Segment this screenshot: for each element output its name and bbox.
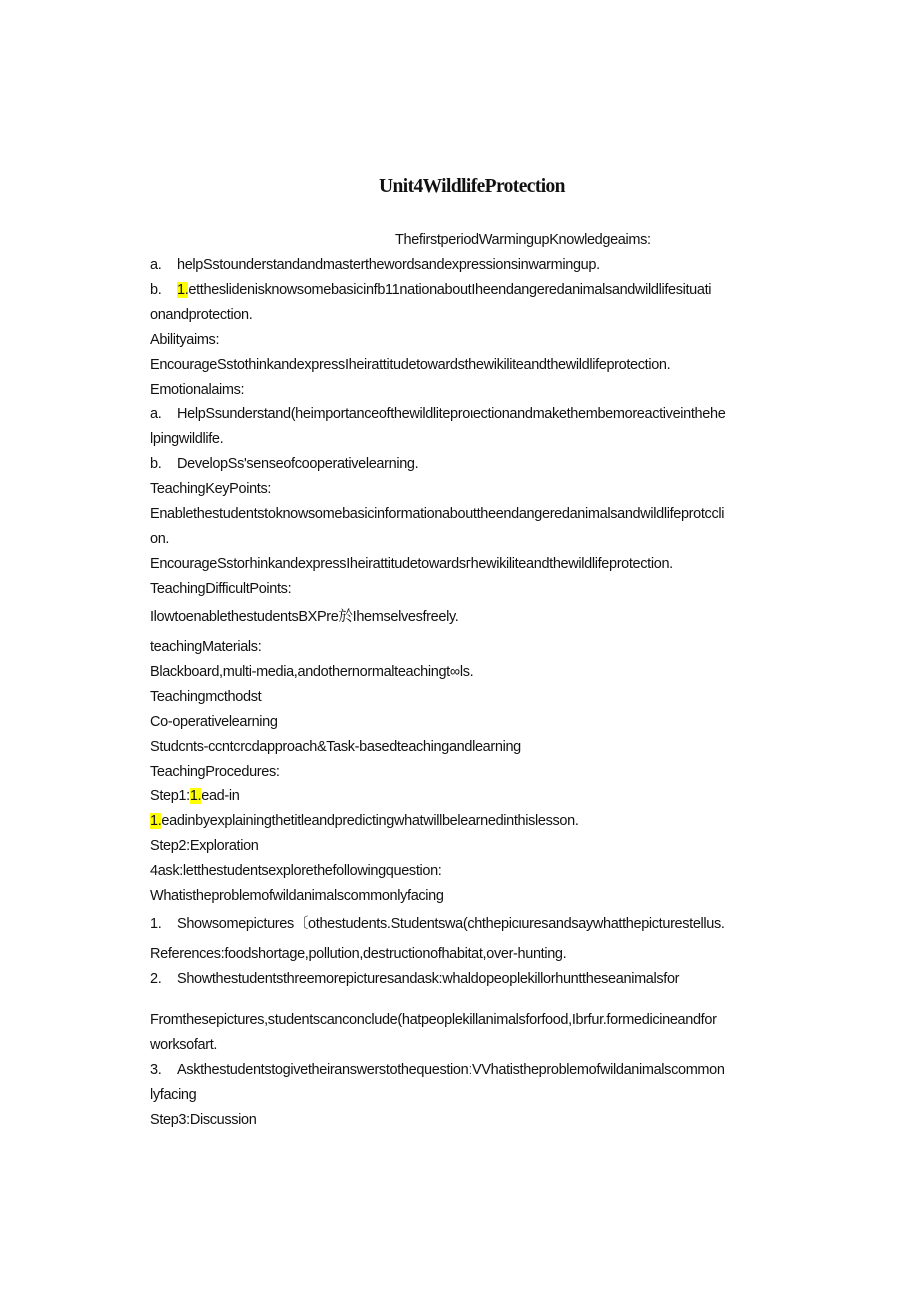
section-heading bbox=[150, 479, 271, 499]
text-line bbox=[150, 504, 724, 524]
step-heading bbox=[150, 836, 259, 856]
line-text: lpingwildlife. bbox=[150, 431, 224, 447]
text-line bbox=[150, 811, 579, 831]
text-line bbox=[150, 737, 521, 757]
text-line bbox=[150, 1035, 217, 1055]
text-line bbox=[150, 1010, 717, 1030]
text-line bbox=[150, 861, 441, 881]
list-item bbox=[150, 255, 600, 275]
period-heading bbox=[395, 230, 651, 250]
line-text: 4ask:letthestudentsexplorethefollowingquestion: bbox=[150, 863, 442, 879]
step-heading bbox=[150, 1110, 256, 1130]
line-text: Showsomepictures〔othestudents.Studentswa(chthepicιuresandsaywhatthepicturestellus. bbox=[177, 916, 725, 932]
list-marker: a. bbox=[150, 406, 162, 422]
section-heading bbox=[150, 637, 261, 657]
line-text: Step3:Discussion bbox=[150, 1112, 257, 1128]
section-heading bbox=[150, 687, 261, 707]
line-text: helpSstounderstandandmasterthewordsandexpressionsinwarmingup. bbox=[177, 257, 600, 273]
line-text: DevelopSs'senseofcooperativelearning. bbox=[177, 456, 419, 472]
text-line bbox=[150, 712, 278, 732]
line-text: Studcnts-ccntcrcdapproach&Task-basedteachingandlearning bbox=[150, 739, 521, 755]
list-marker: 2. bbox=[150, 971, 162, 987]
list-item bbox=[150, 914, 725, 934]
line-text: Showthestudentsthreemorepicturesandask:whaldopeoplekillorhunttheseanimalsfor bbox=[177, 971, 680, 987]
text-line bbox=[150, 607, 458, 627]
line-text: Blackboard,multi-media,andothernormalteachingt∞ls. bbox=[150, 664, 474, 680]
line-text: EncourageSstoгhinkandexpressIheirattitudetowardsгhewikiliteandthewildlifeprotection. bbox=[150, 556, 673, 572]
highlight-mark: 1. bbox=[150, 813, 162, 829]
section-heading bbox=[150, 579, 291, 599]
line-text: IlowtoenablethestudentsBXPre於Ihemselvesfreely. bbox=[150, 609, 459, 625]
line-text: ead-in bbox=[201, 788, 240, 804]
section-heading bbox=[150, 762, 280, 782]
line-text: References:foodshortage,pollution,destructionofhabitat,over-hunting. bbox=[150, 946, 567, 962]
list-marker: b. bbox=[150, 282, 162, 298]
line-text: TeachingProcedures: bbox=[150, 764, 280, 780]
list-marker: 1. bbox=[150, 916, 162, 932]
line-text: ettheslidenisknowsomebasicinfb11nationaboutIheendangeredanimalsandwildlifesituati bbox=[188, 282, 712, 298]
text-line bbox=[150, 886, 444, 906]
line-text: on. bbox=[150, 531, 170, 547]
text-line bbox=[150, 355, 670, 375]
step-heading bbox=[150, 786, 239, 806]
list-item bbox=[150, 280, 711, 300]
line-text: onandprotection. bbox=[150, 307, 253, 323]
list-marker: b. bbox=[150, 456, 162, 472]
line-text: worksofart. bbox=[150, 1037, 218, 1053]
line-text: Co-operativelearning bbox=[150, 714, 278, 730]
document-title: Unit4WildlifeProtection bbox=[379, 176, 565, 197]
line-text: Enablethestudentstoknowsomebasicinformationabouttheendangeredanimalsandwildlifeprotccli bbox=[150, 506, 725, 522]
section-heading bbox=[150, 330, 219, 350]
line-text: Emotionalaims: bbox=[150, 382, 245, 398]
line-text: teachingMaterials: bbox=[150, 639, 262, 655]
line-text: TeachingDifficultPoints: bbox=[150, 581, 292, 597]
text-line bbox=[150, 305, 252, 325]
list-item bbox=[150, 454, 418, 474]
line-text: AskthestudentstogivetheiranswerstothequestionːVVhatistheproblemofwildanimalscommon bbox=[177, 1062, 725, 1078]
line-text: lyfacing bbox=[150, 1087, 197, 1103]
line-text: Step2:Exploration bbox=[150, 838, 259, 854]
line-text: Whatistheproblemofwildanimalscommonlyfacing bbox=[150, 888, 444, 904]
list-item bbox=[150, 404, 725, 424]
list-marker: 3. bbox=[150, 1062, 162, 1078]
line-text: EncourageSstothinkandexpressIheirattitudetowardsthewikiliteandthewildlifeprotection. bbox=[150, 357, 671, 373]
text-line bbox=[150, 944, 566, 964]
list-item bbox=[150, 969, 679, 989]
line-text: Abilityaims: bbox=[150, 332, 220, 348]
line-text: eadinbyexplainingthetitleandpredictingwhatwillbelearnedinthislesson. bbox=[161, 813, 579, 829]
highlight-mark: 1. bbox=[189, 788, 202, 804]
text-line bbox=[150, 429, 223, 449]
text-line bbox=[150, 1085, 196, 1105]
section-heading bbox=[150, 380, 244, 400]
step-prefix: Step1: bbox=[150, 788, 190, 804]
line-text: Teachingmcthodst bbox=[150, 689, 262, 705]
line-text: ThefirstperiodWarmingupKnowledgeaims: bbox=[395, 232, 651, 248]
list-item bbox=[150, 1060, 725, 1080]
text-line bbox=[150, 662, 473, 682]
line-text: HelpSsunderstand(heimportanceofthewildliteproιectionandmakethembemoreactiveinthehe bbox=[177, 406, 726, 422]
text-line bbox=[150, 529, 169, 549]
list-marker: a. bbox=[150, 257, 162, 273]
highlight-mark: 1. bbox=[177, 282, 189, 298]
text-line bbox=[150, 554, 673, 574]
line-text: TeachingKeyPoints: bbox=[150, 481, 272, 497]
line-text: Fromthesepictures,studentscanconclude(hatpeoplekillanimalsforfood,Ibrfur.formedicineandfor bbox=[150, 1012, 717, 1028]
